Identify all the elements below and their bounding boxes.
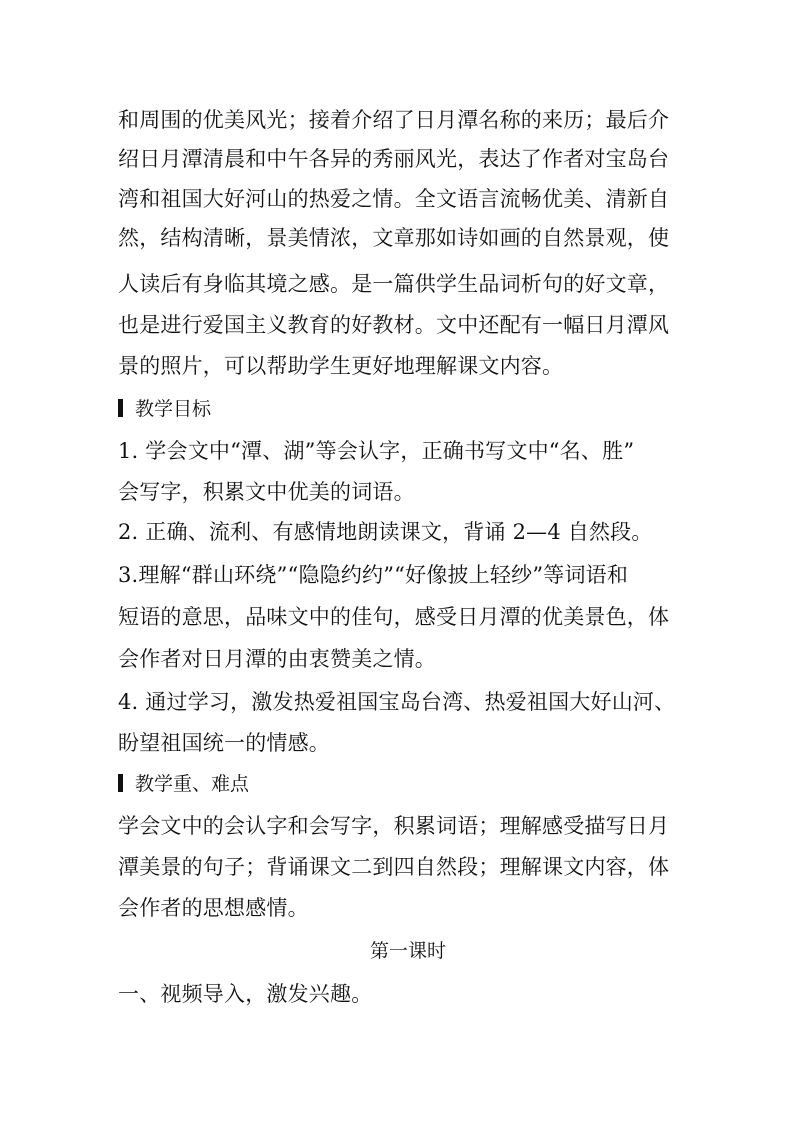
goals-heading xyxy=(118,396,518,422)
section-bar-icon xyxy=(118,399,123,417)
keypoints-line-1: 学会文中的会认字和会写字，积累词语；理解感受描写日月 xyxy=(118,814,670,838)
keypoints-heading-text: 教学重、难点 xyxy=(135,773,250,795)
intro-line-3: 湾和祖国大好河山的热爱之情。全文语言流畅优美、清新自 xyxy=(118,187,670,211)
intro-line-7: 景的照片，可以帮助学生更好地理解课文内容。 xyxy=(118,354,564,378)
intro-line-5: 人读后有身临其境之感。是一篇供学生品词析句的好文章， xyxy=(118,272,670,296)
keypoints-line-3: 会作者的思想感情。 xyxy=(118,896,309,920)
intro-line-6: 也是进行爱国主义教育的好教材。文中还配有一幅日月潭风 xyxy=(118,313,670,337)
lesson-step-1: 一、视频导入，激发兴趣。 xyxy=(118,982,373,1006)
keypoints-line-2: 潭美景的句子；背诵课文二到四自然段；理解课文内容，体 xyxy=(118,855,670,879)
lesson-title: 第一课时 xyxy=(369,940,446,962)
intro-line-4: 然，结构清晰，景美情浓，文章那如诗如画的自然景观，使 xyxy=(118,226,670,250)
goal-line-1: 1. 学会文中“潭、湖”等会认字，正确书写文中“名、胜” xyxy=(118,439,635,463)
section-bar-icon xyxy=(118,774,123,792)
goal-line-2: 会写字，积累文中优美的词语。 xyxy=(118,480,415,504)
goal-line-5: 短语的意思，品味文中的佳句，感受日月潭的优美景色，体 xyxy=(118,605,670,629)
goal-line-8: 盼望祖国统一的情感。 xyxy=(118,731,330,755)
keypoints-heading xyxy=(118,771,518,797)
intro-line-1: 和周围的优美风光；接着介绍了日月潭名称的来历；最后介 xyxy=(118,108,670,132)
goal-line-4: 3.理解“群山环绕”“隐隐约约”“好像披上轻纱”等词语和 xyxy=(118,563,629,587)
goals-heading-text: 教学目标 xyxy=(135,398,212,420)
intro-line-2: 绍日月潭清晨和中午各异的秀丽风光，表达了作者对宝岛台 xyxy=(118,147,670,171)
goal-line-3: 2. 正确、流利、有感情地朗读课文，背诵 2—4 自然段。 xyxy=(118,520,653,544)
goal-line-6: 会作者对日月潭的由衷赞美之情。 xyxy=(118,647,436,671)
goal-line-7: 4. 通过学习，激发热爱祖国宝岛台湾、热爱祖国大好山河、 xyxy=(118,690,676,714)
